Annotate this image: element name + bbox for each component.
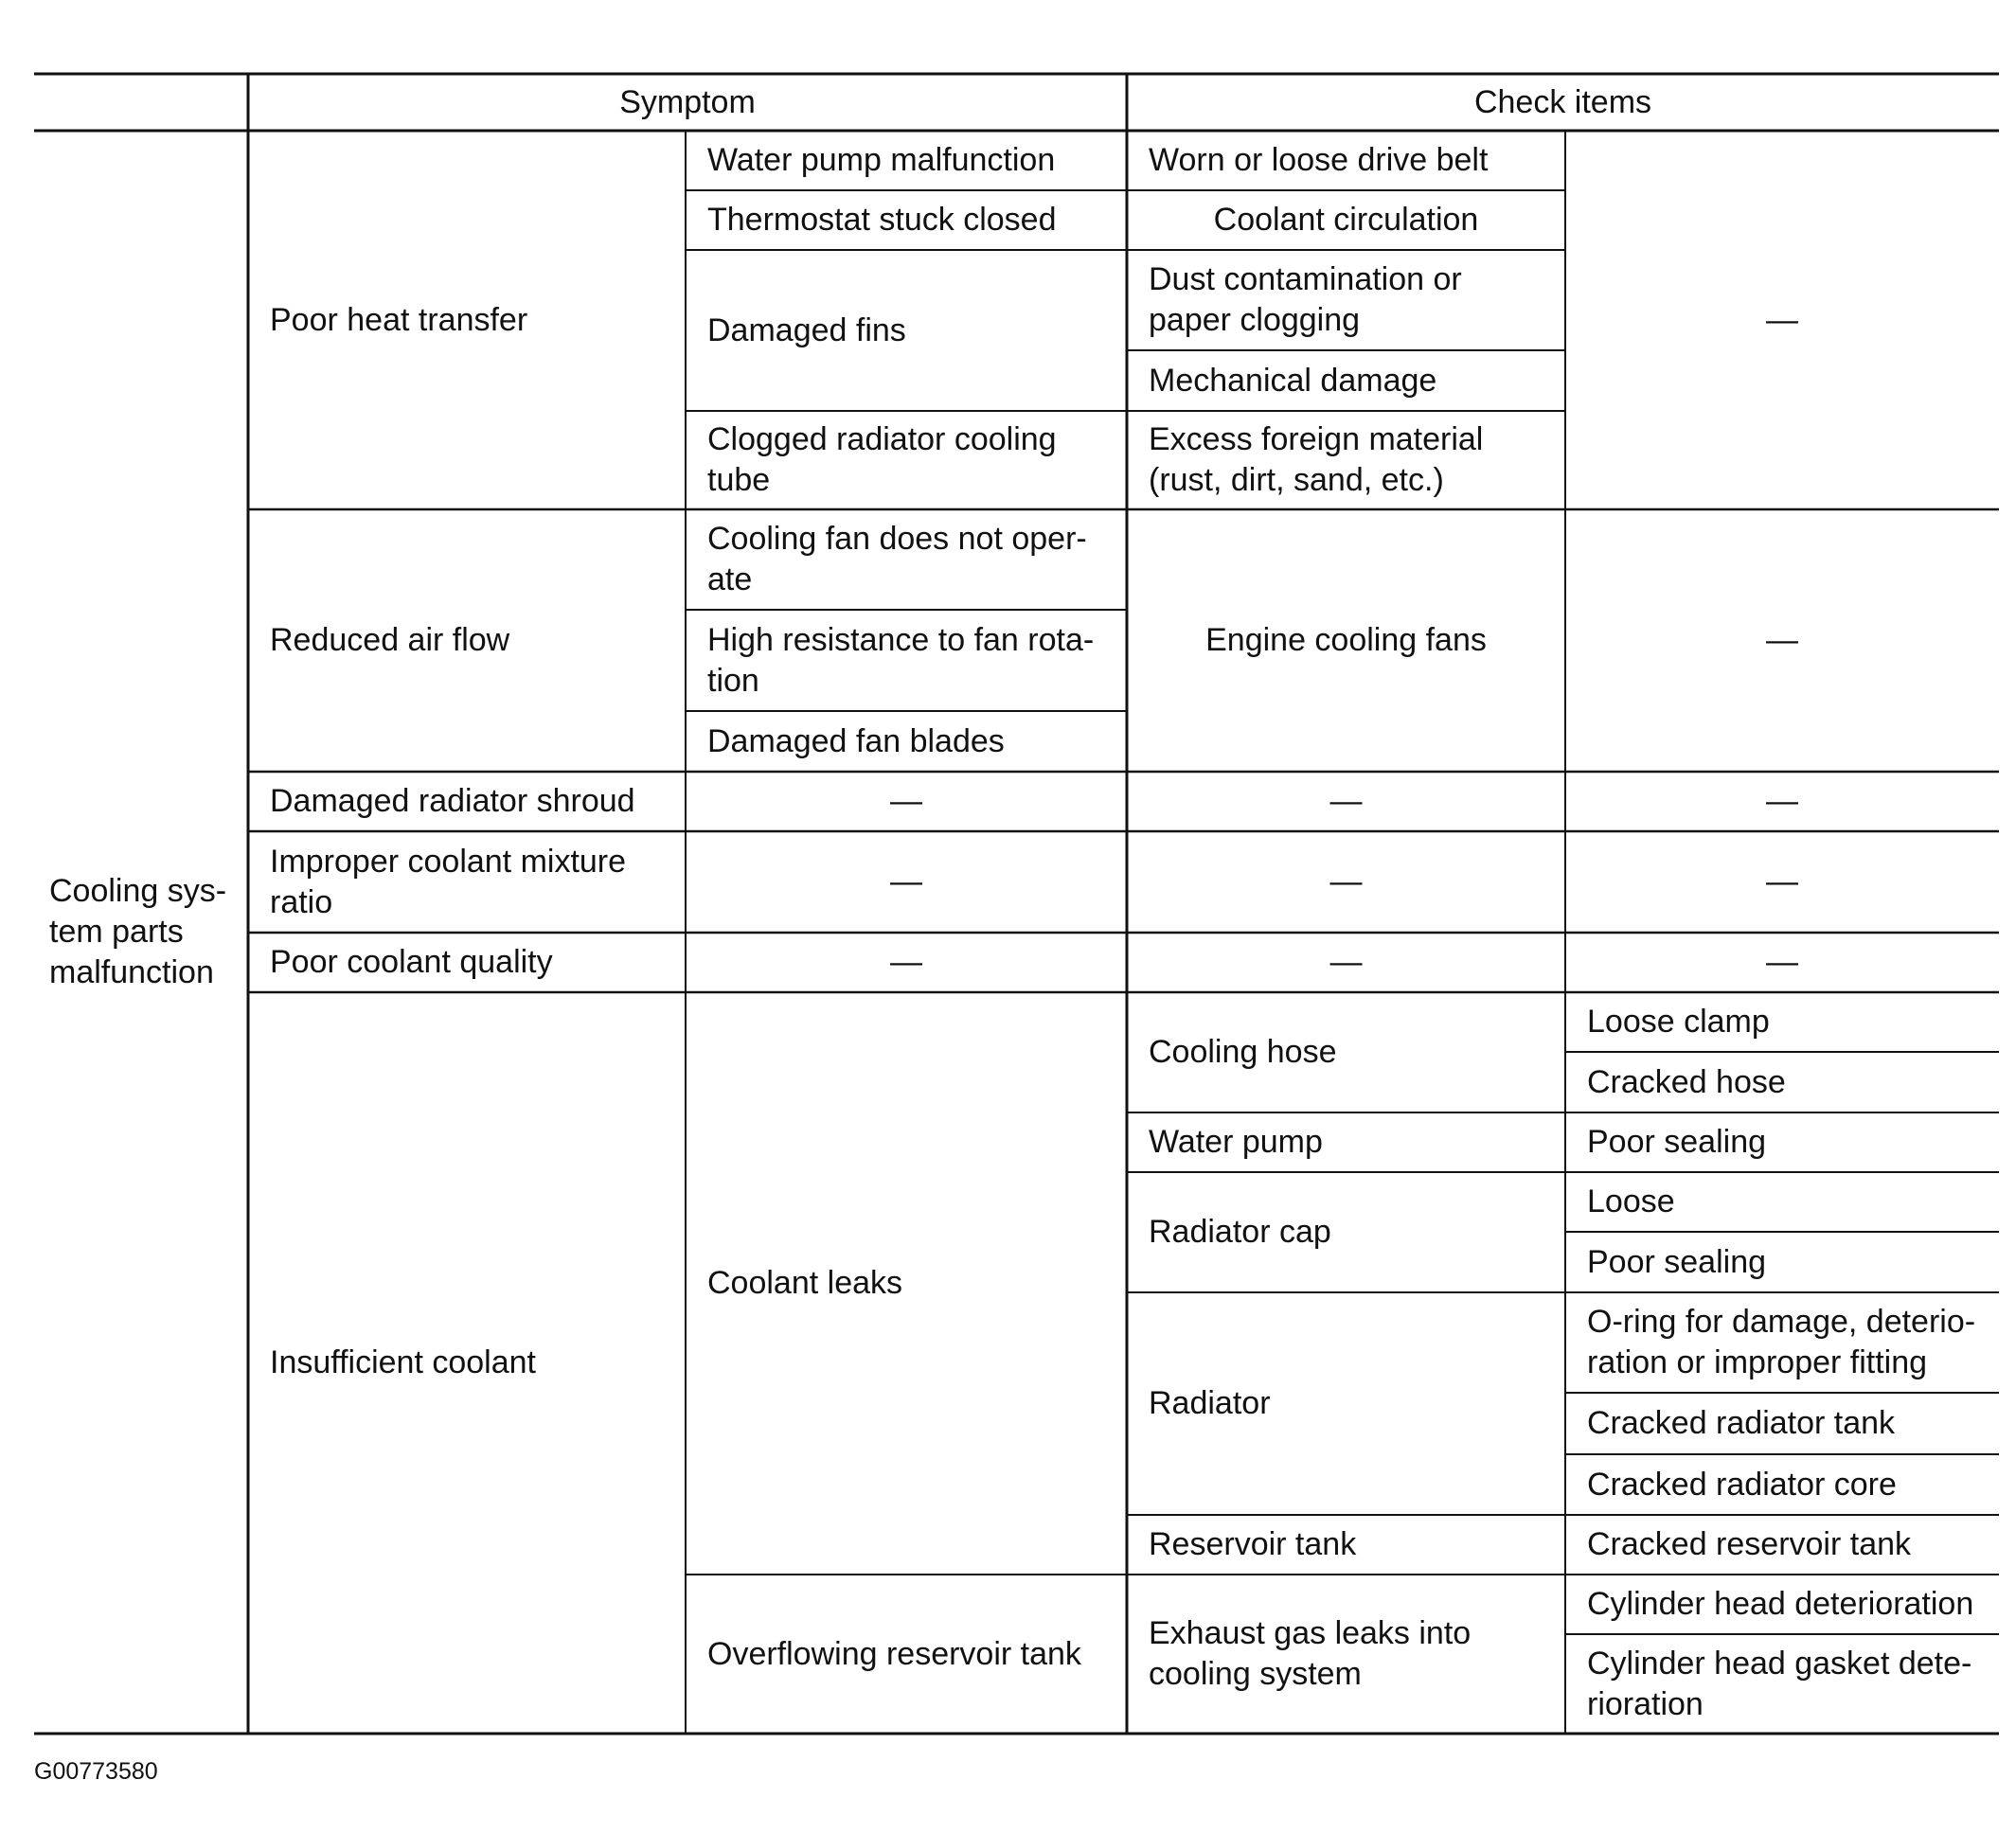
symptom-clogged-tube: Clogged radiator cooling tube bbox=[707, 421, 1057, 498]
group-poor-coolant-quality: Poor coolant quality bbox=[270, 944, 553, 980]
dash-shroud-symptom: — bbox=[890, 783, 922, 819]
symptom-overflowing-reservoir: Overflowing reservoir tank bbox=[707, 1635, 1081, 1672]
group-poor-heat-transfer: Poor heat transfer bbox=[270, 301, 528, 338]
dash-heat-transfer-detail: — bbox=[1766, 301, 1798, 338]
dash-air-flow-detail: — bbox=[1766, 622, 1798, 658]
detail-cracked-radiator-core: Cracked radiator core bbox=[1587, 1466, 1897, 1503]
check-cooling-hose: Cooling hose bbox=[1149, 1034, 1337, 1070]
detail-poor-sealing-pump: Poor sealing bbox=[1587, 1124, 1767, 1160]
group-reduced-air-flow: Reduced air flow bbox=[270, 622, 510, 658]
symptom-fan-resistance: High resistance to fan rota- tion bbox=[707, 621, 1095, 699]
dash-quality-symptom: — bbox=[890, 944, 922, 980]
dash-shroud-detail: — bbox=[1766, 783, 1798, 819]
document-id: G00773580 bbox=[34, 1758, 158, 1785]
check-foreign-material: Excess foreign material (rust, dirt, sand, etc.) bbox=[1149, 421, 1484, 498]
header-symptom: Symptom bbox=[619, 83, 756, 120]
dash-mixture-check: — bbox=[1329, 863, 1363, 899]
group-damaged-radiator-shroud: Damaged radiator shroud bbox=[270, 783, 635, 819]
symptom-fan-blades: Damaged fan blades bbox=[707, 722, 1005, 759]
group-improper-coolant-mixture: Improper coolant mixture ratio bbox=[270, 843, 627, 920]
check-coolant-circulation: Coolant circulation bbox=[1213, 202, 1479, 238]
check-mechanical-damage: Mechanical damage bbox=[1149, 362, 1437, 399]
detail-cracked-hose: Cracked hose bbox=[1587, 1063, 1786, 1100]
detail-loose: Loose bbox=[1587, 1183, 1675, 1219]
header-check-items: Check items bbox=[1473, 83, 1652, 120]
detail-cracked-reservoir-tank: Cracked reservoir tank bbox=[1587, 1526, 1912, 1562]
check-radiator: Radiator bbox=[1149, 1385, 1271, 1421]
check-drive-belt: Worn or loose drive belt bbox=[1149, 142, 1489, 178]
symptom-damaged-fins: Damaged fins bbox=[707, 311, 906, 348]
dash-mixture-detail: — bbox=[1766, 863, 1798, 899]
symptom-water-pump-malfunction: Water pump malfunction bbox=[707, 142, 1056, 178]
dash-shroud-check: — bbox=[1329, 783, 1363, 819]
check-dust-contamination: Dust contamination or paper clogging bbox=[1149, 261, 1462, 338]
dash-quality-check: — bbox=[1329, 944, 1363, 980]
detail-oring-damage: O-ring for damage, deterio- ration or improper fitting bbox=[1587, 1304, 1976, 1380]
check-water-pump: Water pump bbox=[1149, 1124, 1323, 1160]
symptom-coolant-leaks: Coolant leaks bbox=[707, 1265, 903, 1301]
symptom-thermostat-stuck: Thermostat stuck closed bbox=[707, 202, 1057, 238]
category-label: Cooling sys- tem parts malfunction bbox=[49, 873, 227, 990]
detail-poor-sealing-cap: Poor sealing bbox=[1587, 1243, 1767, 1280]
check-engine-cooling-fans: Engine cooling fans bbox=[1205, 622, 1487, 658]
detail-cracked-radiator-tank: Cracked radiator tank bbox=[1587, 1405, 1896, 1441]
symptom-fan-not-operate: Cooling fan does not oper- ate bbox=[707, 521, 1087, 597]
check-exhaust-gas-leaks: Exhaust gas leaks into cooling system bbox=[1149, 1615, 1472, 1692]
dash-mixture-symptom: — bbox=[890, 863, 922, 899]
group-insufficient-coolant: Insufficient coolant bbox=[270, 1344, 536, 1380]
detail-cylinder-head-deterioration: Cylinder head deterioration bbox=[1587, 1586, 1974, 1622]
check-radiator-cap: Radiator cap bbox=[1149, 1214, 1331, 1250]
check-reservoir-tank: Reservoir tank bbox=[1149, 1526, 1357, 1562]
dash-quality-detail: — bbox=[1766, 944, 1798, 980]
detail-loose-clamp: Loose clamp bbox=[1587, 1004, 1770, 1040]
detail-cylinder-head-gasket: Cylinder head gasket dete- rioration bbox=[1587, 1645, 1972, 1722]
